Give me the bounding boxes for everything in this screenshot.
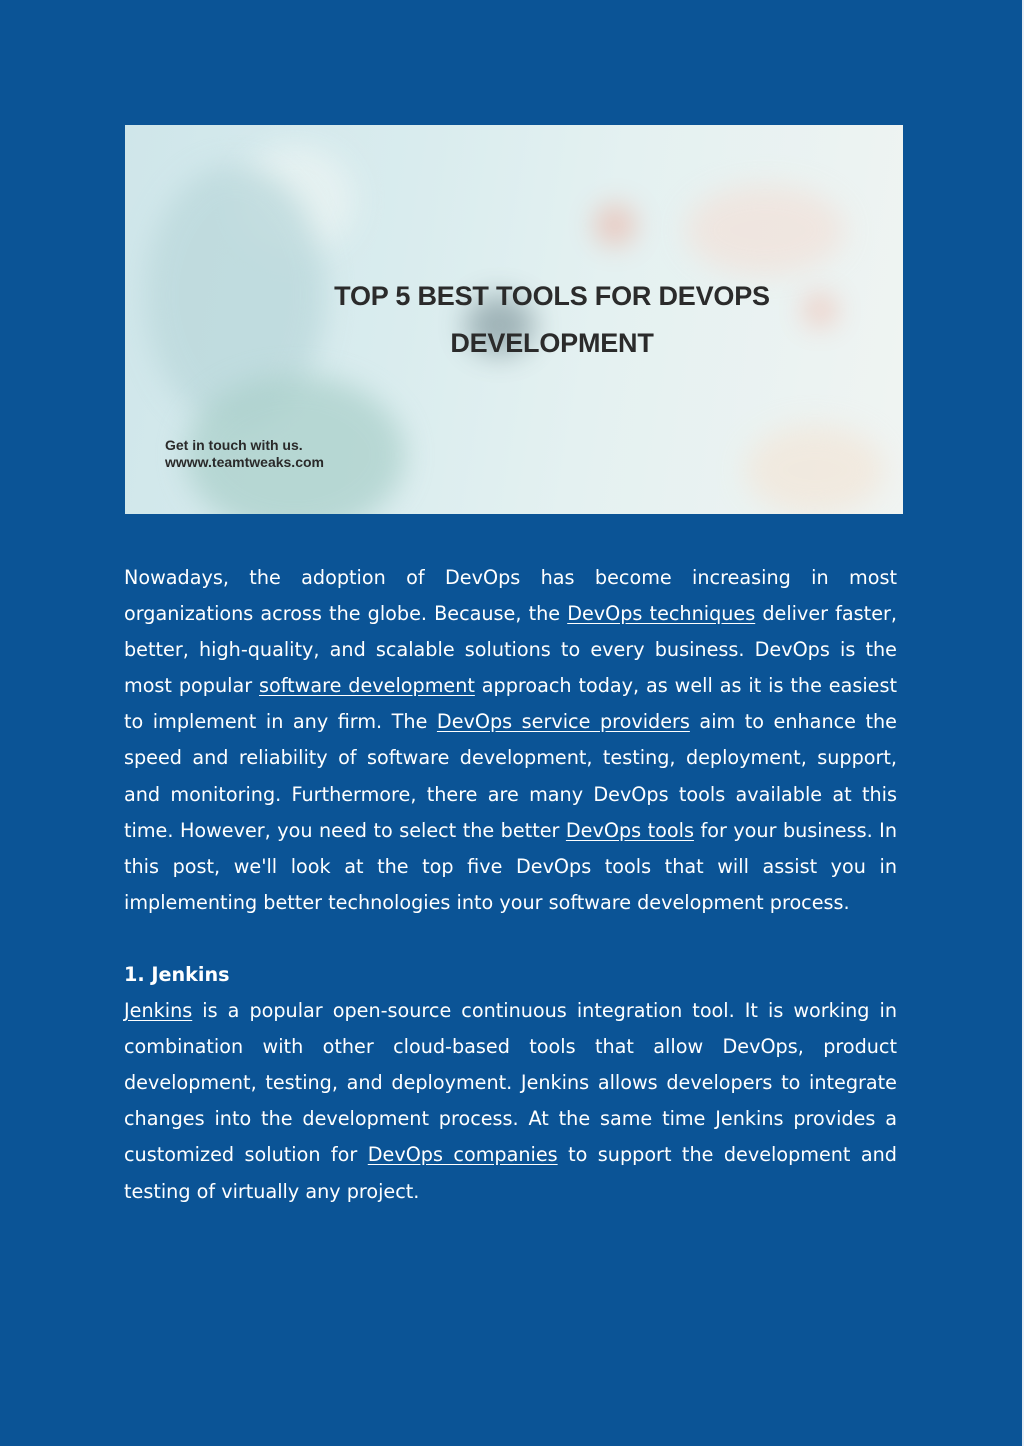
intro-text-1: Nowadays, the adoption of DevOps has become increasing in most organizations across the globe. Because, the <box>124 566 897 626</box>
intro-text-3: approach today, as well as it is the easiest to implement in any firm. The <box>124 674 897 734</box>
banner-contact-url: wwww.teamtweaks.com <box>165 454 324 470</box>
intro-text-4: aim to enhance the speed and reliability of software development, testing, deployment, support, and monitoring. Furthermore, there are many DevOps tools available at this time. However, you need to select the better <box>124 710 897 842</box>
link-devops-service-providers[interactable]: DevOps service providers <box>436 710 690 734</box>
banner-title-line1: TOP 5 BEST TOOLS FOR DEVOPS <box>334 281 770 311</box>
intro-paragraph <box>124 560 897 921</box>
intro-text-5: for your business. In this post, we'll look at the top five DevOps tools that will assist you in implementing better technologies into your software development process. <box>124 818 897 914</box>
banner-blur <box>595 205 635 245</box>
banner-blur <box>745 425 885 514</box>
link-software-development[interactable]: software development <box>259 674 475 698</box>
banner-contact-line1: Get in touch with us. <box>165 437 303 453</box>
link-devops-companies[interactable]: DevOps companies <box>367 1143 558 1167</box>
link-jenkins[interactable]: Jenkins <box>124 999 193 1023</box>
article-body <box>124 560 897 1210</box>
banner-title-line2: DEVELOPMENT <box>450 328 654 358</box>
banner-contact <box>165 437 324 471</box>
banner-blur <box>685 185 845 275</box>
paragraph-spacer <box>124 921 897 957</box>
link-devops-techniques[interactable]: DevOps techniques <box>567 602 756 626</box>
banner-title <box>125 273 903 367</box>
link-devops-tools[interactable]: DevOps tools <box>565 818 694 842</box>
jenkins-text-1: is a popular open-source continuous integration tool. It is working in combination with other cloud-based tools that allow DevOps, product development, testing, and deployment. Jenkins allows developers to integrate changes into the development process. At the same time Jenkins provides a customized solution for <box>124 999 897 1167</box>
jenkins-paragraph <box>124 993 897 1210</box>
intro-text-2: deliver faster, better, high-quality, and scalable solutions to every business. DevOps is the most popular <box>124 602 897 698</box>
section-heading-jenkins: 1. Jenkins <box>124 962 230 986</box>
jenkins-text-2: to support the development and testing of virtually any project. <box>124 1143 897 1203</box>
banner-image <box>125 125 903 514</box>
